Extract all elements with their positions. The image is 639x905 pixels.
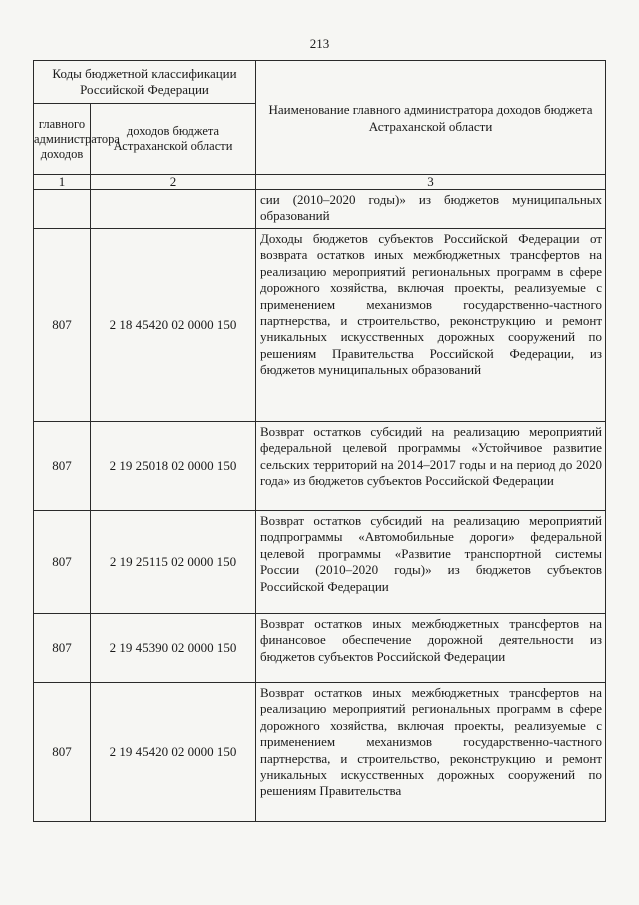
admin-code-cell: 807: [34, 511, 91, 614]
header-codes-group: Коды бюджетной классификации Российской Федерации: [34, 61, 256, 104]
column-numbers-row: [34, 175, 606, 190]
header-admin-code: главного администратора доходов: [34, 104, 91, 175]
admin-code-cell: [34, 190, 91, 229]
revenue-name-cell: Доходы бюджетов субъектов Российской Федерации от возврата остатков иных межбюджетных трансфертов на реализацию мероприятий региональных программ в сфере дорожного хозяйства, включая проекты, реализуемые с применением механизмов государственно-частного партнерства, и строительство, реконструкцию и ремонт уникальных искусственных дорожных сооружений по решениям Правительства Российской Федерации, из бюджетов муниципальных образований: [256, 229, 606, 422]
page-number: 213: [309, 36, 330, 51]
header-revenue-code: доходов бюджета Астраханской области: [91, 104, 256, 175]
table-row: [34, 511, 606, 614]
admin-code-cell: 807: [34, 229, 91, 422]
table-row: [34, 683, 606, 822]
admin-code-cell: 807: [34, 422, 91, 511]
admin-code-cell: 807: [34, 614, 91, 683]
revenue-code-cell: 2 19 25115 02 0000 150: [91, 511, 256, 614]
table-row: [34, 422, 606, 511]
table-row: [34, 614, 606, 683]
table-row-continuation: [34, 190, 606, 229]
revenue-code-cell: 2 19 45390 02 0000 150: [91, 614, 256, 683]
column-number-1: 1: [34, 175, 91, 190]
revenue-name-cell: Возврат остатков субсидий на реализацию мероприятий федеральной целевой программы «Устойчивое развитие сельских территорий на 2014–2017 годы и на период до 2020 года» из бюджетов субъектов Российской Федерации: [256, 422, 606, 511]
budget-classification-table: [33, 60, 606, 822]
revenue-name-cell: Возврат остатков иных межбюджетных трансфертов на финансовое обеспечение дорожной деятельности из бюджетов субъектов Российской Федерации: [256, 614, 606, 683]
revenue-name-cell: Возврат остатков субсидий на реализацию мероприятий подпрограммы «Автомобильные дороги» федеральной целевой программы «Развитие транспортной системы России (2010–2020 годы)» из бюджетов субъектов Российской Федерации: [256, 511, 606, 614]
column-number-3: 3: [256, 175, 606, 190]
revenue-code-cell: [91, 190, 256, 229]
admin-code-cell: 807: [34, 683, 91, 822]
revenue-name-cell: Возврат остатков иных межбюджетных трансфертов на реализацию мероприятий региональных программ в сфере дорожного хозяйства, включая проекты, реализуемые с применением механизмов государственно-частного партнерства, и строительство, реконструкцию и ремонт уникальных искусственных дорожных сооружений по решениям Правительства: [256, 683, 606, 822]
revenue-code-cell: 2 18 45420 02 0000 150: [91, 229, 256, 422]
table-row: [34, 229, 606, 422]
header-admin-name: Наименование главного администратора доходов бюджета Астраханской области: [256, 61, 606, 175]
column-number-2: 2: [91, 175, 256, 190]
revenue-code-cell: 2 19 25018 02 0000 150: [91, 422, 256, 511]
revenue-name-cell: сии (2010–2020 годы)» из бюджетов муниципальных образований: [256, 190, 606, 229]
revenue-code-cell: 2 19 45420 02 0000 150: [91, 683, 256, 822]
